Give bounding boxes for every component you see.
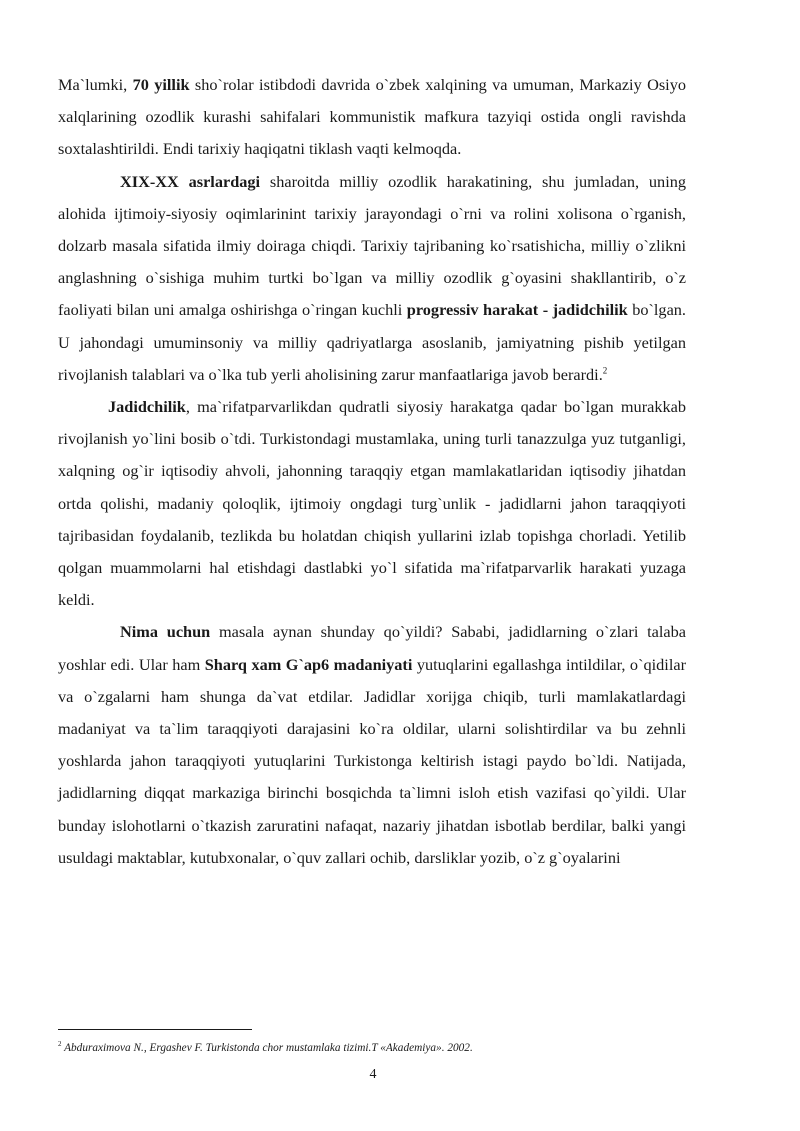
page-number: 4 xyxy=(369,1067,377,1082)
paragraph-2-bold-b: progressiv harakat - jadidchilik xyxy=(406,300,628,320)
footnote-reference[interactable]: 2 xyxy=(602,365,608,376)
paragraph-3-text-a: , ma`rifatparvarlikdan qudratli siyosiy harakatga qadar bo`lgan murakkab rivojlanish yo`lini bosib o`tdi. Turkistondagi mustamlaka, uning turli tanazzulga yuz tutganligi, xalqning og`ir iqtisodiy ahvoli, jahonning taraqqiy etgan mamlakatlaridan iqtisodiy jihatdan ortda qolishi, madaniy qoloqlik, ijtimoiy ongdagi turg`unlik - jadidlarni jahon taraqqiyoti tajribasidan foydalanib, tezlikda bu holatdan chiqish yullarini izlab topishga chorladi. Yetilib qolgan muammolarni hal etishdagi dastlabki yo`l sifatida ma`rifatparvarlik harakati yuzaga keldi. xyxy=(58,397,686,610)
body-text xyxy=(58,69,686,874)
paragraph-2-text-a: sharoitda milliy ozodlik harakatining, shu jumladan, uning alohida ijtimoiy-siyosiy oqimlarinint tarixiy jarayondagi o`rni va rolini xolisona o`rganish, dolzarb masala sifatida ilmiy doiraga chiqdi. Tarixiy tajribaning ko`rsatishicha, milliy o`zlikni anglashning o`sishiga muhim turtki bo`lgan va milliy ozodlik g`oyasini shakllantirib, o`z faoliyati bilan uni amalga oshirishga o`ringan kuchli xyxy=(58,171,686,320)
paragraph-4-text-b: yutuqlarini egallashga intildilar, o`qidilar va o`zgalarni ham shunga da`vat etdilar. Jadidlar xorijga chiqib, turli mamlakatlardagi madaniyat va ta`lim taraqqiyoti darajasini ko`ra oldilar, ularni solishtirdilar va bu zehnli yoshlarda jahon taraqqiyoti yutuqlarini Turkistonga keltirish istagi paydo bo`ldi. Natijada, jadidlarning diqqat markaziga birinchi bosqichda ta`limni isloh etish vazifasi qo`yildi. Ular bunday islohotlarni o`tkazish zaruratini nafaqat, nazariy jihatdan isbotlab berdilar, balki yangi usuldagi maktablar, kutubxonalar, o`quv zallari ochib, darsliklar yozib, o`z g`oyalarini xyxy=(58,654,686,867)
paragraph-4-bold-b: Sharq xam G`ap6 madaniyati xyxy=(204,654,413,674)
paragraph-1 xyxy=(58,69,686,166)
paragraph-2-text-b: bo`lgan. U jahondagi umuminsoniy va milliy qadriyatlarga asoslanib, jamiyatning pishib yetilgan rivojlanish talablari va o`lka tub yerli aholisining zarur manfaatlariga javob berardi. xyxy=(58,300,687,384)
paragraph-3 xyxy=(58,391,686,616)
footnote-text: Abduraximova N., Ergashev F. Turkistonda chor mustamlaka tizimi.T «Akademiya». 2002. xyxy=(61,1042,473,1054)
paragraph-1-text-b: sho`rolar istibdodi davrida o`zbek xalqining va umuman, Markaziy Osiyo xalqlarining ozodlik kurashi sahifalari kommunistik mafkura tazyiqi ostida ongli ravishda soxtalashtirildi. Endi tarixiy haqiqatni tiklash vaqti kelmoqda. xyxy=(58,75,686,159)
footnote-marker: 2 xyxy=(58,1040,62,1049)
paragraph-4-text-a: masala aynan shunday qo`yildi? Sababi, jadidlarning o`zlari talaba yoshlar edi. Ular ham xyxy=(58,622,686,674)
paragraph-4-bold-a: Nima uchun xyxy=(120,622,211,642)
paragraph-3-bold-a: Jadidchilik xyxy=(108,397,186,417)
paragraph-2-bold-a: XIX-XX asrlardagi xyxy=(120,171,261,191)
paragraph-1-bold-a: 70 yillik xyxy=(132,75,190,94)
paragraph-4 xyxy=(58,616,686,874)
footnote xyxy=(58,1041,698,1055)
footnote-separator xyxy=(58,1029,252,1030)
paragraph-2 xyxy=(58,166,686,391)
paragraph-1-text-a: Ma`lumki, xyxy=(58,75,133,94)
